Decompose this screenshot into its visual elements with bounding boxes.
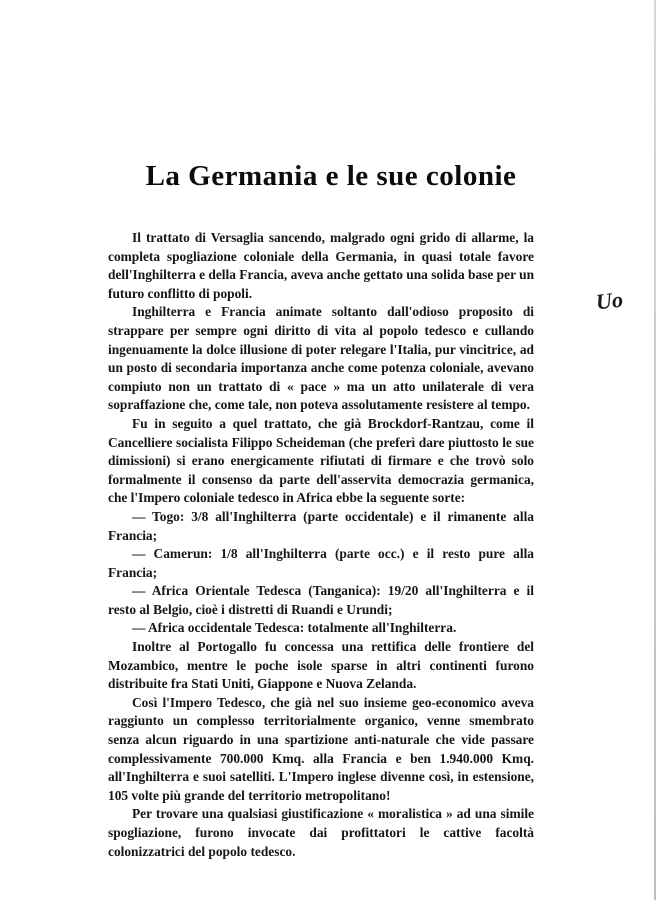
paragraph-trattato: Fu in seguito a quel trattato, che già Brockdorf-Rantzau, come il Cancelliere socialista Filippo Scheideman (che preferì dare piuttosto le sue dimissioni) si erano energicamente rifiutati di firmare e che trovò solo formalmente il consenso da parte dell'asservita democrazia germanica, che l'Impero coloniale tedesco in Africa ebbe la seguente sorte: [108,415,534,506]
page-title: La Germania e le sue colonie [145,160,517,192]
margin-annotation: Uo [594,286,625,315]
list-item-camerun: — Camerun: 1/8 all'Inghilterra (parte occ.) e il resto pure alla Francia; [108,546,534,580]
list-item-africa-occidentale: — Africa occidentale Tedesca: totalmente all'Inghilterra. [132,620,457,636]
paragraph-portogallo: Inoltre al Portogallo fu concessa una rettifica delle frontiere del Mozambico, mentre le poche isole sparse in altri continenti furono distribuite fra Stati Uniti, Giappone e Nuova Zelanda. [108,639,534,692]
paragraph-impero: Così l'Impero Tedesco, che già nel suo insieme geo-economico aveva raggiunto un complesso territorialmente organico, venne smembrato senza alcun riguardo in una spartizione anti-naturale che vide passare complessivamente 700.000 Kmq. alla Francia e ben 1.940.000 Kmq. all'Inghilterra e suoi satelliti. L'Impero inglese divenne così, in estensione, 105 volte più grande del territorio metropolitano! [108,694,534,803]
list-item-africa-orientale: — Africa Orientale Tedesca (Tanganica): 19/20 all'Inghilterra e il resto al Belgio, cioè i distretti di Ruandi e Urundi; [108,583,534,617]
list-item-togo: — Togo: 3/8 all'Inghilterra (parte occidentale) e il rimanente alla Francia; [108,508,534,543]
paragraph-intro: Il trattato di Versaglia sancendo, malgrado ogni grido di allarme, la completa spogliazione coloniale della Germania, in quasi totale favore dell'Inghilterra e della Francia, aveva anche gettato una solida base per un futuro conflitto di popoli. [108,230,535,301]
article-body [108,229,534,861]
paragraph-inghilterra-francia: Inghilterra e Francia animate soltanto dall'odioso proposito di strappare per sempre ogni diritto di vita al popolo tedesco e cullando ingenuamente la dolce illusione di poter relegare l'Italia, pur vincitrice, ad un posto di secondaria importanza anche come potenza coloniale, avevano compiuto non un trattato di « pace » ma un atto unilaterale di vera sopraffazione che, come tale, non poteva assolutamente resistere al tempo. [108,304,534,413]
page-edge [654,0,656,900]
paragraph-giustificazione: Per trovare una qualsiasi giustificazione « moralistica » ad una simile spogliazione, furono invocate dai profittatori le cattive facoltà colonizzatrici del popolo tedesco. [108,806,534,859]
